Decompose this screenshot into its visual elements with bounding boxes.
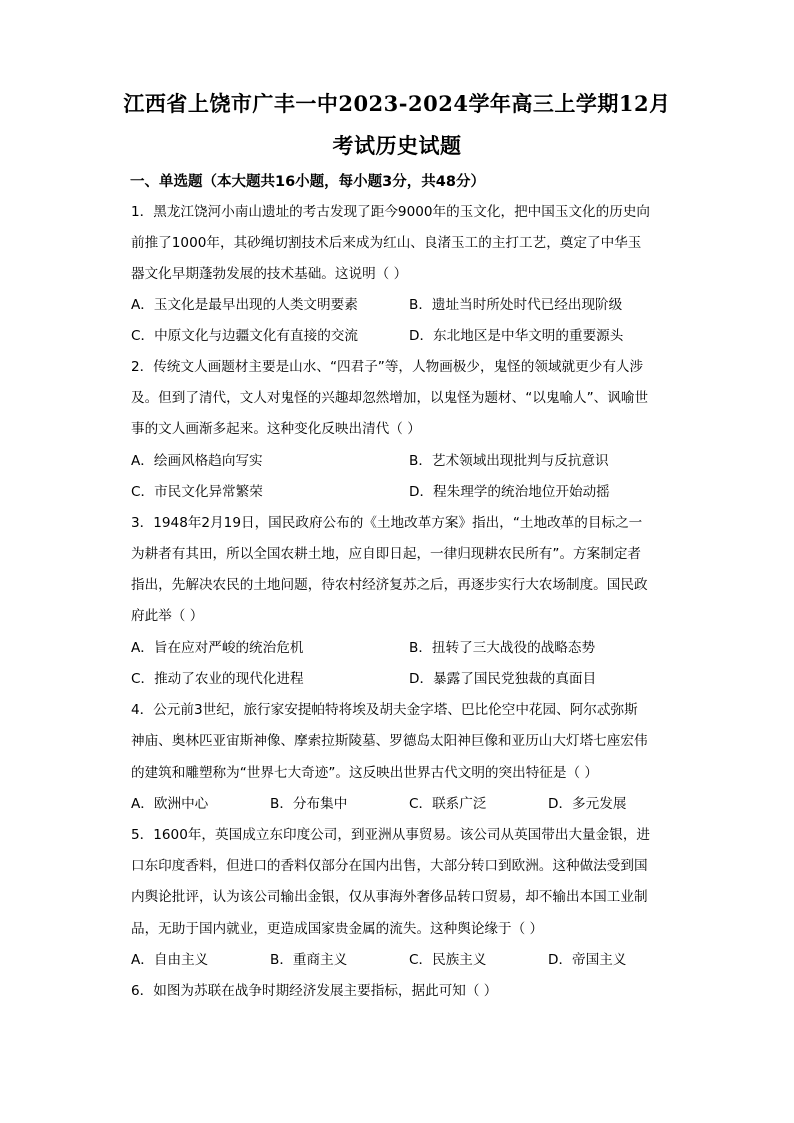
option-d[interactable]: D．东北地区是中华文明的重要源头 — [409, 328, 624, 344]
option-b[interactable]: B．遗址当时所处时代已经出现阶级 — [409, 297, 623, 313]
section-heading: 一、单选题（本大题共16小题，每小题3分，共48分） — [130, 174, 485, 190]
question-text-line: 的建筑和雕塑称为“世界七大奇迹”。这反映出世界古代文明的突出特征是（ ） — [131, 765, 598, 781]
question-text-line: 口东印度香料，但进口的香料仅部分在国内出售，大部分转口到欧洲。这种做法受到国 — [131, 858, 648, 874]
option-a[interactable]: A．绘画风格趋向写实 — [131, 453, 263, 469]
question-text-line: 器文化早期蓬勃发展的技术基础。这说明（ ） — [131, 266, 408, 282]
option-c[interactable]: C．民族主义 — [409, 952, 487, 968]
question-text-line: 为耕者有其田，所以全国农耕土地，应自即日起，一律归现耕农民所有”。方案制定者 — [131, 546, 642, 562]
option-a[interactable]: A．自由主义 — [131, 952, 209, 968]
option-c[interactable]: C．推动了农业的现代化进程 — [131, 671, 304, 687]
question-text-line: 品，无助于国内就业，更造成国家贵金属的流失。这种舆论缘于（ ） — [131, 921, 544, 937]
question-text-line: 及。但到了清代，文人对鬼怪的兴趣却忽然增加，以鬼怪为题材、“以鬼喻人”、讽喻世 — [131, 390, 649, 406]
question-text-line: 5．1600年，英国成立东印度公司，到亚洲从事贸易。该公司从英国带出大量金银，进 — [131, 827, 651, 843]
option-c[interactable]: C．中原文化与边疆文化有直接的交流 — [131, 328, 358, 344]
option-b[interactable]: B．扭转了三大战役的战略态势 — [409, 640, 596, 656]
option-a[interactable]: A．玉文化是最早出现的人类文明要素 — [131, 297, 358, 313]
option-a[interactable]: A．旨在应对严峻的统治危机 — [131, 640, 304, 656]
question-text-line: 内舆论批评，认为该公司输出金银，仅从事海外奢侈品转口贸易，却不输出本国工业制 — [131, 889, 648, 905]
option-d[interactable]: D．暴露了国民党独裁的真面目 — [409, 671, 597, 687]
option-d[interactable]: D．帝国主义 — [548, 952, 627, 968]
document-title-line1: 江西省上饶市广丰一中2023-2024学年高三上学期12月 — [123, 91, 671, 116]
document-title-line2: 考试历史试题 — [332, 133, 462, 158]
question-text-line: 事的文人画渐多起来。这种变化反映出清代（ ） — [131, 421, 421, 437]
question-text-line: 前推了1000年，其砂绳切割技术后来成为红山、良渚玉工的主打工艺，奠定了中华玉 — [131, 235, 642, 251]
question-text-line: 2．传统文人画题材主要是山水、“四君子”等，人物画极少，鬼怪的领域就更少有人涉 — [131, 359, 644, 375]
question-text-line: 4．公元前3世纪，旅行家安提帕特将埃及胡夫金字塔、巴比伦空中花园、阿尔忒弥斯 — [131, 702, 638, 718]
question-text-line: 府此举（ ） — [131, 608, 204, 624]
option-b[interactable]: B．分布集中 — [270, 796, 348, 812]
option-b[interactable]: B．重商主义 — [270, 952, 348, 968]
option-b[interactable]: B．艺术领域出现批判与反抗意识 — [409, 453, 609, 469]
question-text-line: 神庙、奥林匹亚宙斯神像、摩索拉斯陵墓、罗德岛太阳神巨像和亚历山大灯塔七座宏伟 — [131, 733, 648, 749]
question-text-line: 6．如图为苏联在战争时期经济发展主要指标，据此可知（ ） — [131, 983, 498, 999]
question-text-line: 3．1948年2月19日，国民政府公布的《土地改革方案》指出，“土地改革的目标之一 — [131, 515, 643, 531]
option-c[interactable]: C．联系广泛 — [409, 796, 487, 812]
option-a[interactable]: A．欧洲中心 — [131, 796, 209, 812]
option-d[interactable]: D．多元发展 — [548, 796, 627, 812]
question-text-line: 指出，先解决农民的土地问题，待农村经济复苏之后，再逐步实行大农场制度。国民政 — [131, 577, 648, 593]
option-c[interactable]: C．市民文化异常繁荣 — [131, 484, 263, 500]
option-d[interactable]: D．程朱理学的统治地位开始动摇 — [409, 484, 610, 500]
question-text-line: 1．黑龙江饶河小南山遗址的考古发现了距今9000年的玉文化，把中国玉文化的历史向 — [131, 204, 651, 220]
